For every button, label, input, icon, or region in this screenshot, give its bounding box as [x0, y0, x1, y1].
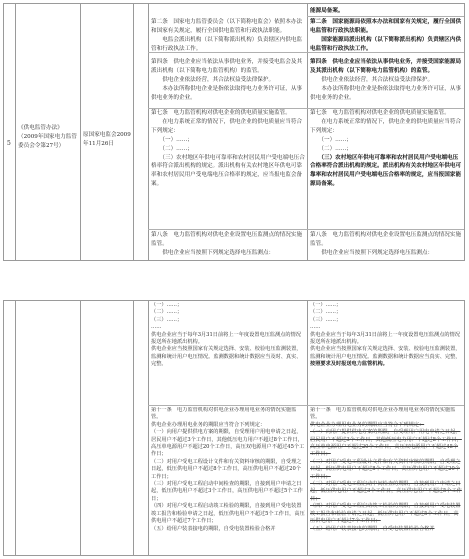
col-divider — [133, 4, 134, 260]
law-title-cell — [17, 124, 79, 151]
col-divider — [80, 301, 81, 555]
table-page-1 — [3, 3, 465, 261]
rev-article-8: 第八条 电力监管机构对供电企业设置电压监测点的情况实施监管。 供电企业应当按照下列规定选择电压监测点： — [310, 232, 462, 256]
row-divider — [148, 52, 464, 53]
rev-article-4: 第四条 供电企业应当依法从事供电业务，并接受国家能源局及其派出机构（以下简称电力监管机构）的监管。 供电企业依法经营，其合法权益受法律保护。 本办法所称供电企业是指依法取得电力业务许可证，从事供电业务的企业。 — [310, 59, 462, 101]
col-divider — [148, 301, 149, 555]
orig-article-11: 第十一条 电力监管机构对供电企业办理用电业务的情况实施监管。 供电企业办理用电业务的期限应当符合下列规定： （一）向用户提供供电方案的期限，自受理用户用电申请之日起，居民用户不超过3个工作日，其他低压电力用户不超过8个工作日，高压单电源用户不超过20个工作日，高压双电源用户不超过45个工作日； （二）对用户受电工程设计文件和有关资料审核的期限，自受理之日起，低压供电用户不超过8个工作日，高压供电用户不超过20个工作日； （三）对用户受电工程启动中间检查的期限，自接到用户申请之日起，低压供电用户不超过3个工作日，高压供电用户不超过5个工作日； （四）对用户受电工程启动竣工检验的期限，自接到用户受电装置竣工报告和检验申请之日起，低压供电用户不超过5个工作日，高压供电用户不超过7个工作日； （五）给用户装表接电的期限，自受电装置检验合格并 — [151, 407, 305, 532]
row-number: 5 — [7, 140, 11, 147]
col-divider — [307, 4, 308, 260]
orig-article-4: 第四条 供电企业应当依法从事供电业务，并接受电监会及其派出机构（以下简称电力监管机构）的监管。 供电企业依法经营，其合法权益受法律保护。 本办法所称供电企业是指依法取得电力业务许可证，从事供电业务的企业。 — [151, 59, 303, 101]
rev-article-7: 第七条 电力监管机构对供电企业的供电质量实施监管。 在电力系统正常的情况下，供电企业的供电质量应当符合下列规定： （一）……； （二）……； （三）农村地区年供电可靠率和农村居民用户受电端电压合格率符合派出机构的规定。派出机构有关农村地区年供电可靠率和农村居民用户受电端电压合格率的规定，应当报国家能源局备案。 — [310, 110, 462, 188]
law-title: 《供电监管办法》（2009年国家电力监管委员会令第27号） — [18, 125, 77, 149]
col-divider — [307, 301, 308, 555]
col-divider — [148, 4, 149, 260]
rev-article-2: 第二条 国家能源局依照本办法和国家有关规定，履行全国供电监管和行政执法职能。 国家能源局派出机构（以下简称派出机构）负责辖区内供电监管和行政执法工作。 — [310, 19, 462, 51]
orig-monitor-points: （一）……； （二）……； （三）……； …… 供电企业应当于每年3月31日前将上一年度设置电压监测点的情况报送所在地派出机构。 供电企业应当按照国家有关规定选择、安装、校验电压监测装置，监测和统计用户电压情况。监测数据和统计数据应当及时、真实、完整。 — [151, 302, 302, 368]
issuer-date: 原国家电监会2009年11月26日 — [83, 132, 131, 147]
issuer-cell — [82, 131, 132, 149]
row-divider — [307, 16, 464, 17]
col-divider — [80, 4, 81, 260]
orig-article-7: 第七条 电力监管机构对供电企业的供电质量实施监管。 在电力系统正常的情况下，供电企业的供电质量应当符合下列规定： （一）……； （二）……； （三）农村地区年供电可靠率和农村居民用户受电端电压合格率符合派出机构的规定。派出机构有关农村地区年供电可靠率和农村居民用户受电端电压合格率的规定，应当报电监会备案。 — [151, 110, 305, 188]
rev-article-11: 第十一条 电力监管机构对供电企业办理用电业务的情况实施监管。 供电企业办理用电业务的期限应当符合下列规定： （一）向用户提供供电方案的期限，自受理用户用电申请之日起，居民用户不超过3个工作日，其他低压电力用户不超过8个工作日，高压单电源用户不超过20个工作日，高压双电源用户不超过45个工作日； （二）对用户受电工程设计文件和有关资料审核的期限，自受理之日起，低压供电用户不超过8个工作日，高压供电用户不超过20个工作日； （三）对用户受电工程启动中间检查的期限，自接到用户申请之日起，低压供电用户不超过3个工作日，高压供电用户不超过5个工作日； （四）对用户受电工程启动竣工检验的期限，自接到用户受电装置竣工报告和检验申请之日起，低压供电用户不超过5个工作日，高压供电用户不超过7个工作日； （五）给用户装表接电的期限，自受电装置检验合格并 — [310, 407, 462, 532]
orig-article-2: 第二条 国家电力监管委员会（以下简称电监会）依照本办法和国家有关规定，履行全国供电监管和行政执法职能。 电监会派出机构（以下简称派出机构）负责辖区内供电监管和行政执法工作。 — [151, 19, 303, 51]
row-divider — [148, 229, 464, 230]
col-divider — [133, 301, 134, 555]
col-divider — [15, 4, 16, 260]
rev-tail: 能源局备案。 — [310, 8, 344, 14]
col-divider — [15, 301, 16, 555]
row-divider — [148, 405, 464, 406]
rev-monitor-points: （一）……； （二）……； （三）……； …… 供电企业应当于每年3月31日前将上一年度设置电压监测点的情况报送所在地派出机构。 供电企业应当按照国家有关规定选择、安装、校验电压监测装置，监测和统计用户电压情况。监测数据和统计数据应当真实、完整， 按照要求及时报送电力监管机构。 — [310, 302, 461, 368]
table-page-2 — [3, 300, 465, 556]
orig-article-8: 第八条 电力监管机构对供电企业设置电压监测点的情况实施监管。 供电企业应当按照下列规定选择电压监测点： — [151, 232, 303, 256]
